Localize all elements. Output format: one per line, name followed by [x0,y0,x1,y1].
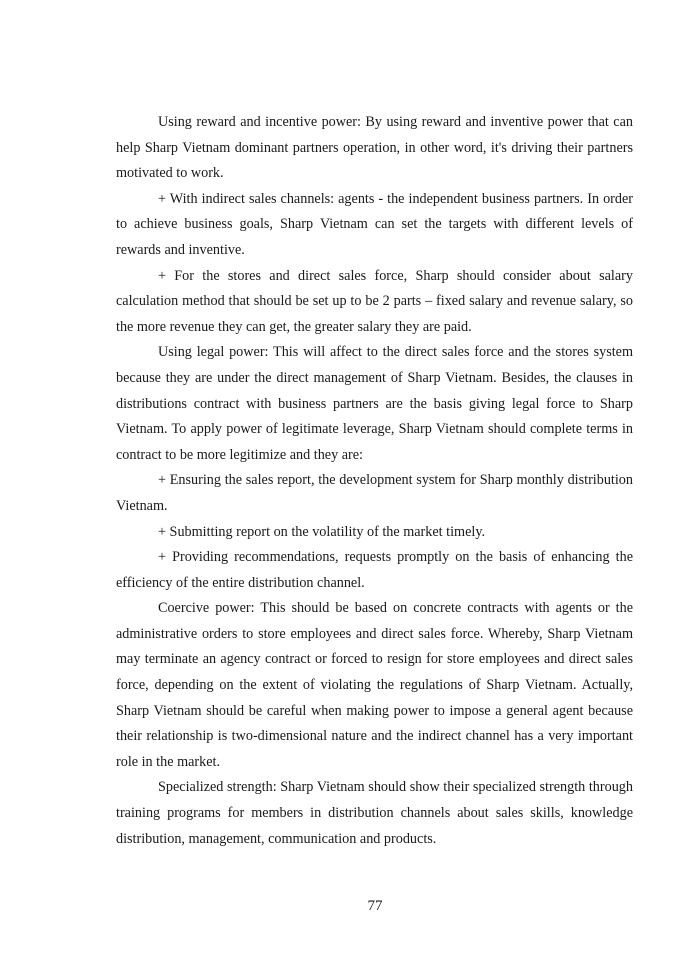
paragraph-reward-power: Using reward and incentive power: By using reward and inventive power that can help Sharp Vietnam dominant partners operation, in other word, it's driving their partners motivated to work. [116,114,633,182]
paragraph-recommendations: + Providing recommendations, requests promptly on the basis of enhancing the efficiency of the entire distribution channel. [116,549,633,591]
paragraph-market-report: + Submitting report on the volatility of the market timely. [158,523,486,540]
paragraph-direct-sales: + For the stores and direct sales force, Sharp should consider about salary calculation method that should be set up to be 2 parts – fixed salary and revenue salary, so the more revenue they can get, the greater salary they are paid. [116,267,633,335]
body-text [116,110,633,852]
paragraph-coercive-power: Coercive power: This should be based on concrete contracts with agents or the administrative orders to store employees and direct sales force. Whereby, Sharp Vietnam may terminate an agency contract or forced to resign for store employees and direct sales force, depending on the extent of violating the regulations of Sharp Vietnam. Actually, Sharp Vietnam should be careful when making power to impose a general agent because their relationship is two-dimensional nature and the indirect channel has a very important role in the market. [116,600,633,770]
paragraph-sales-report: + Ensuring the sales report, the development system for Sharp monthly distribution Vietnam. [116,472,633,514]
paragraph-legal-power: Using legal power: This will affect to the direct sales force and the stores system because they are under the direct management of Sharp Vietnam. Besides, the clauses in distributions contract with business partners are the basis giving legal force to Sharp Vietnam. To apply power of legitimate leverage, Sharp Vietnam should complete terms in contract to be more legitimize and they are: [116,344,633,463]
paragraph-specialized-strength: Specialized strength: Sharp Vietnam should show their specialized strength through training programs for members in distribution channels about sales skills, knowledge distribution, management, communication and products. [116,779,633,847]
page-number: 77 [367,898,383,914]
paragraph-indirect-sales: + With indirect sales channels: agents - the independent business partners. In order to achieve business goals, Sharp Vietnam can set the targets with different levels of rewards and inventive. [116,190,633,258]
